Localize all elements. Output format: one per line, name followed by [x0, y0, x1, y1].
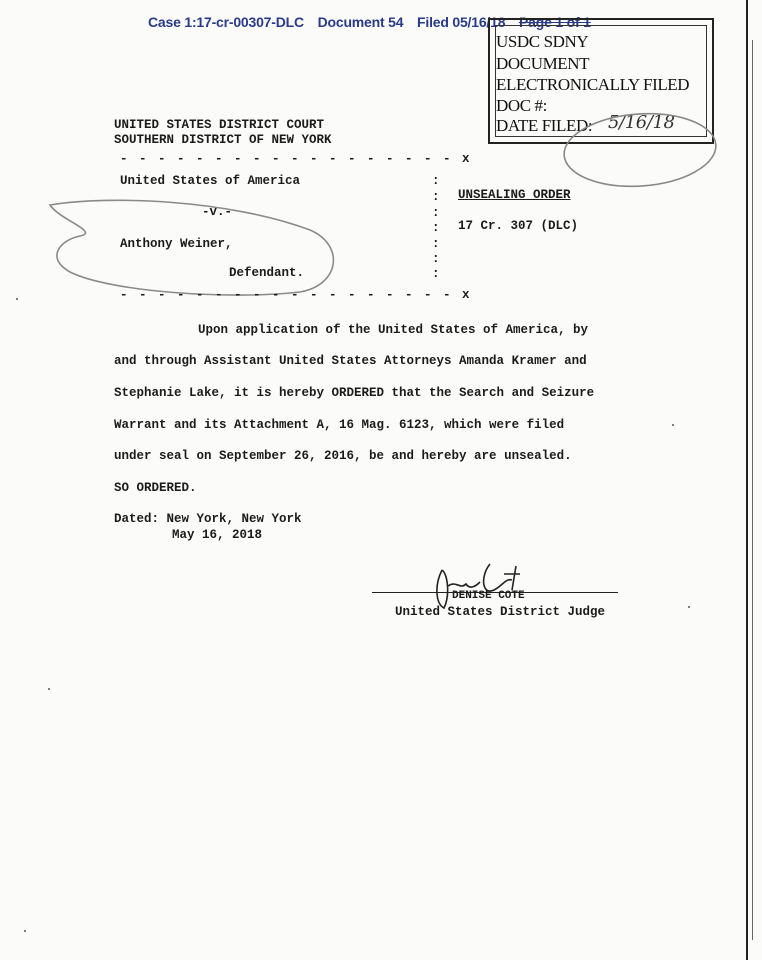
body-line-1: Upon application of the United States of America, by	[198, 323, 589, 337]
dated-location: Dated: New York, New York	[114, 512, 302, 526]
body-line-5: under seal on September 26, 2016, be and hereby are unsealed.	[114, 449, 572, 463]
caption-colon: :	[432, 174, 440, 188]
scan-edge-line	[746, 0, 748, 960]
judge-name: DENISE COTE	[452, 590, 525, 602]
stamp-line-4: DOC #:	[496, 96, 547, 115]
document-number: Document 54	[317, 14, 404, 30]
page-count: Page 1 of 1	[519, 14, 591, 30]
scan-speck	[24, 930, 26, 932]
caption-colon: :	[432, 267, 440, 281]
body-line-2: and through Assistant United States Attorneys Amanda Kramer and	[114, 354, 587, 368]
dated-date: May 16, 2018	[172, 528, 263, 542]
caption-colon: :	[432, 237, 440, 251]
caption-colon: :	[432, 221, 440, 235]
caption-colon: :	[432, 252, 440, 266]
order-title: UNSEALING ORDER	[458, 188, 571, 202]
defendant-role: Defendant.	[229, 266, 305, 280]
party-plaintiff: United States of America	[120, 174, 301, 188]
stamp-line-2: DOCUMENT	[496, 54, 590, 73]
stamp-line-1: USDC SDNY	[496, 32, 589, 51]
court-name-line-2: SOUTHERN DISTRICT OF NEW YORK	[114, 133, 332, 147]
scan-speck	[48, 688, 50, 690]
so-ordered: SO ORDERED.	[114, 481, 197, 495]
caption-colon: :	[432, 190, 440, 204]
filed-date: Filed 05/16/18	[417, 14, 506, 30]
docket-number: 17 Cr. 307 (DLC)	[458, 219, 579, 233]
caption-bottom-dashes: - - - - - - - - - - - - - - - - - - x	[120, 288, 472, 302]
scan-speck	[688, 606, 690, 608]
court-name-line-1: UNITED STATES DISTRICT COURT	[114, 118, 325, 132]
body-line-4: Warrant and its Attachment A, 16 Mag. 6123, which were filed	[114, 418, 565, 432]
stamp-line-3: ELECTRONICALLY FILED	[496, 75, 690, 94]
versus: -v.-	[202, 205, 233, 219]
case-number: Case 1:17-cr-00307-DLC	[148, 14, 304, 30]
scan-edge-line-faint	[752, 40, 753, 940]
party-defendant: Anthony Weiner,	[120, 237, 233, 251]
body-line-3: Stephanie Lake, it is hereby ORDERED that the Search and Seizure	[114, 386, 595, 400]
scan-speck	[16, 298, 18, 300]
date-filed-label: DATE FILED:	[496, 116, 593, 135]
caption-colon: :	[432, 206, 440, 220]
caption-top-dashes: - - - - - - - - - - - - - - - - - - x	[120, 152, 472, 166]
scan-speck	[672, 424, 674, 426]
date-filed-handwritten: 5/16/18	[608, 112, 675, 133]
judge-title: United States District Judge	[395, 605, 606, 619]
stamp-date-circle	[562, 109, 719, 191]
